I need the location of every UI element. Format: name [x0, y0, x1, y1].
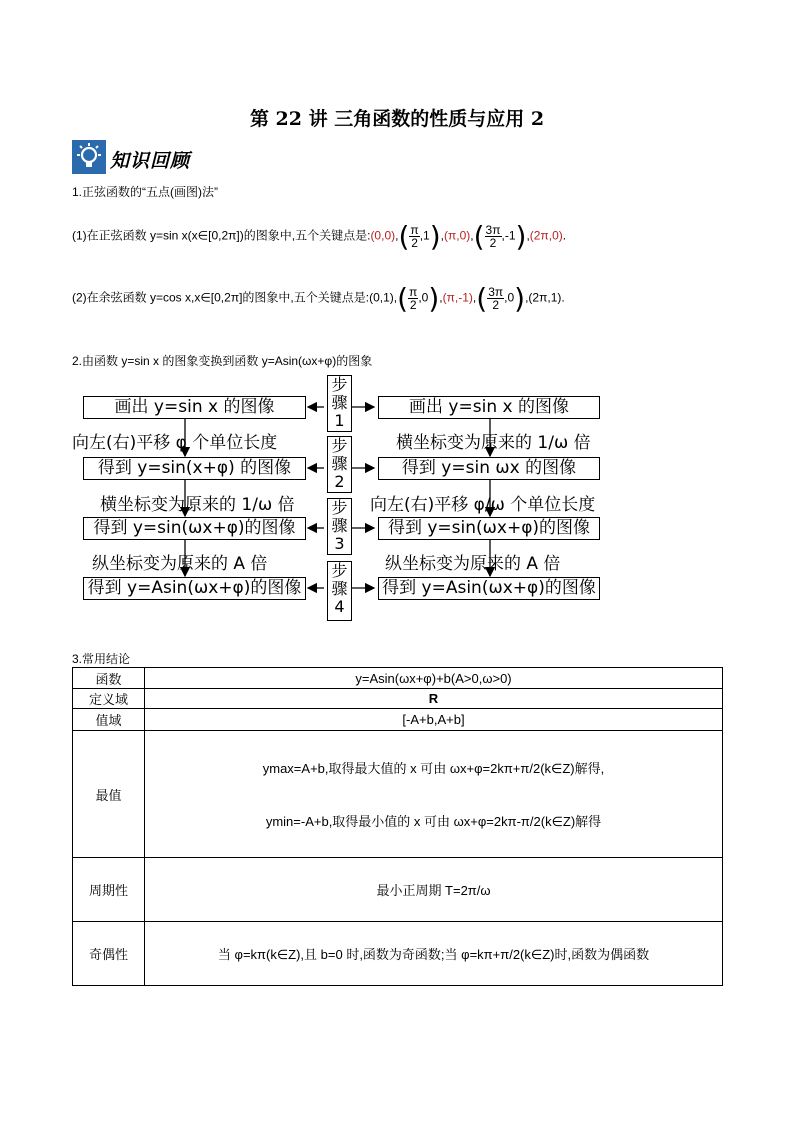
right-label-3: 纵坐标变为原来的 A 倍 [385, 554, 561, 574]
step-2: 步 骤 2 [327, 436, 352, 493]
table-row [73, 689, 723, 709]
lightbulb-icon [72, 140, 106, 174]
left-label-1: 向左(右)平移 φ 个单位长度 [72, 433, 278, 453]
fraction: $\frac{\pi}{2}$ [409, 285, 418, 312]
right-box-2: 得到 y=sin ωx 的图像 [378, 457, 600, 480]
point: (0,0) [370, 228, 396, 243]
point: (π,-1) [442, 290, 473, 305]
row-header: 奇偶性 [73, 922, 145, 986]
conclusion-table [72, 667, 723, 986]
left-box-3: 得到 y=sin(ωx+φ)的图像 [83, 517, 306, 540]
row-value [145, 731, 723, 858]
fraction: $\frac{\pi}{2}$ [410, 223, 419, 250]
right-box-4: 得到 y=Asin(ωx+φ)的图像 [378, 577, 600, 600]
step-3: 步 骤 3 [327, 498, 352, 555]
row-header: 最值 [73, 731, 145, 858]
left-box-1: 画出 y=sin x 的图像 [83, 396, 306, 419]
s2-heading: 2.由函数 y=sin x 的图象变换到函数 y=Asin(ωx+φ)的图象 [72, 354, 373, 368]
table-row [73, 731, 723, 858]
step-1: 步 骤 1 [327, 375, 352, 432]
row-header: 定义域 [73, 689, 145, 709]
table-row [73, 858, 723, 922]
right-box-3: 得到 y=sin(ωx+φ)的图像 [378, 517, 600, 540]
page-title: 第 22 讲 三角函数的性质与应用 2 [249, 108, 545, 130]
fraction: $\frac{3\pi}{2}$ [488, 285, 504, 312]
right-label-1: 横坐标变为原来的 1/ω 倍 [396, 433, 591, 453]
row-header: 函数 [73, 668, 145, 689]
text: (2)在余弦函数 y=cos x,x∈[0,2π]的图象中,五个关键点是:(0,1), [72, 290, 398, 305]
text: (1)在正弦函数 y=sin x(x∈[0,2π])的图象中,五个关键点是: [72, 228, 371, 243]
table-row [73, 709, 723, 731]
left-label-3: 纵坐标变为原来的 A 倍 [92, 554, 268, 574]
left-box-2: 得到 y=sin(x+φ) 的图像 [83, 457, 306, 480]
s3-heading: 3.常用结论 [72, 652, 131, 666]
fraction: $\frac{3\pi}{2}$ [485, 223, 501, 250]
point: (π,0) [443, 228, 471, 243]
max-value-text: ymax=A+b,取得最大值的 x 可由 ωx+φ=2kπ+π/2(k∈Z)解得, [262, 761, 605, 776]
row-value: y=Asin(ωx+φ)+b(A>0,ω>0) [145, 668, 723, 689]
row-header: 值域 [73, 709, 145, 731]
cosine-keypoints-line: (2)在余弦函数 y=cos x,x∈[0,2π]的图象中,五个关键点是:(0,1),( $\frac{\pi}{2}$ ,0),(π,-1),( $\frac{3\pi}{2}$ ,0),(2π,1). [72, 282, 565, 315]
section-badge-label: 知识回顾 [110, 150, 191, 172]
step-4: 步 骤 4 [327, 561, 352, 621]
min-value-text: ymin=-A+b,取得最小值的 x 可由 ωx+φ=2kπ-π/2(k∈Z)解得 [265, 814, 602, 829]
row-value: 当 φ=kπ(k∈Z),且 b=0 时,函数为奇函数;当 φ=kπ+π/2(k∈Z)时,函数为偶函数 [145, 922, 723, 986]
row-header: 周期性 [73, 858, 145, 922]
table-row [73, 922, 723, 986]
table-row [73, 668, 723, 689]
row-value: R [145, 689, 723, 709]
row-value: [-A+b,A+b] [145, 709, 723, 731]
left-box-4: 得到 y=Asin(ωx+φ)的图像 [83, 577, 306, 600]
s1-heading: 1.正弦函数的“五点(画图)法” [72, 185, 218, 199]
point: (2π,0) [529, 228, 563, 243]
right-box-1: 画出 y=sin x 的图像 [378, 396, 600, 419]
right-label-2: 向左(右)平移 φ/ω 个单位长度 [370, 495, 596, 515]
left-label-2: 横坐标变为原来的 1/ω 倍 [100, 495, 295, 515]
row-value: 最小正周期 T=2π/ω [145, 858, 723, 922]
sine-keypoints-line: (1)在正弦函数 y=sin x(x∈[0,2π])的图象中,五个关键点是:(0,0),( $\frac{\pi}{2}$ ,1),(π,0),( $\frac{3\pi}{2}$ ,-1),(2π,0). [72, 220, 567, 253]
